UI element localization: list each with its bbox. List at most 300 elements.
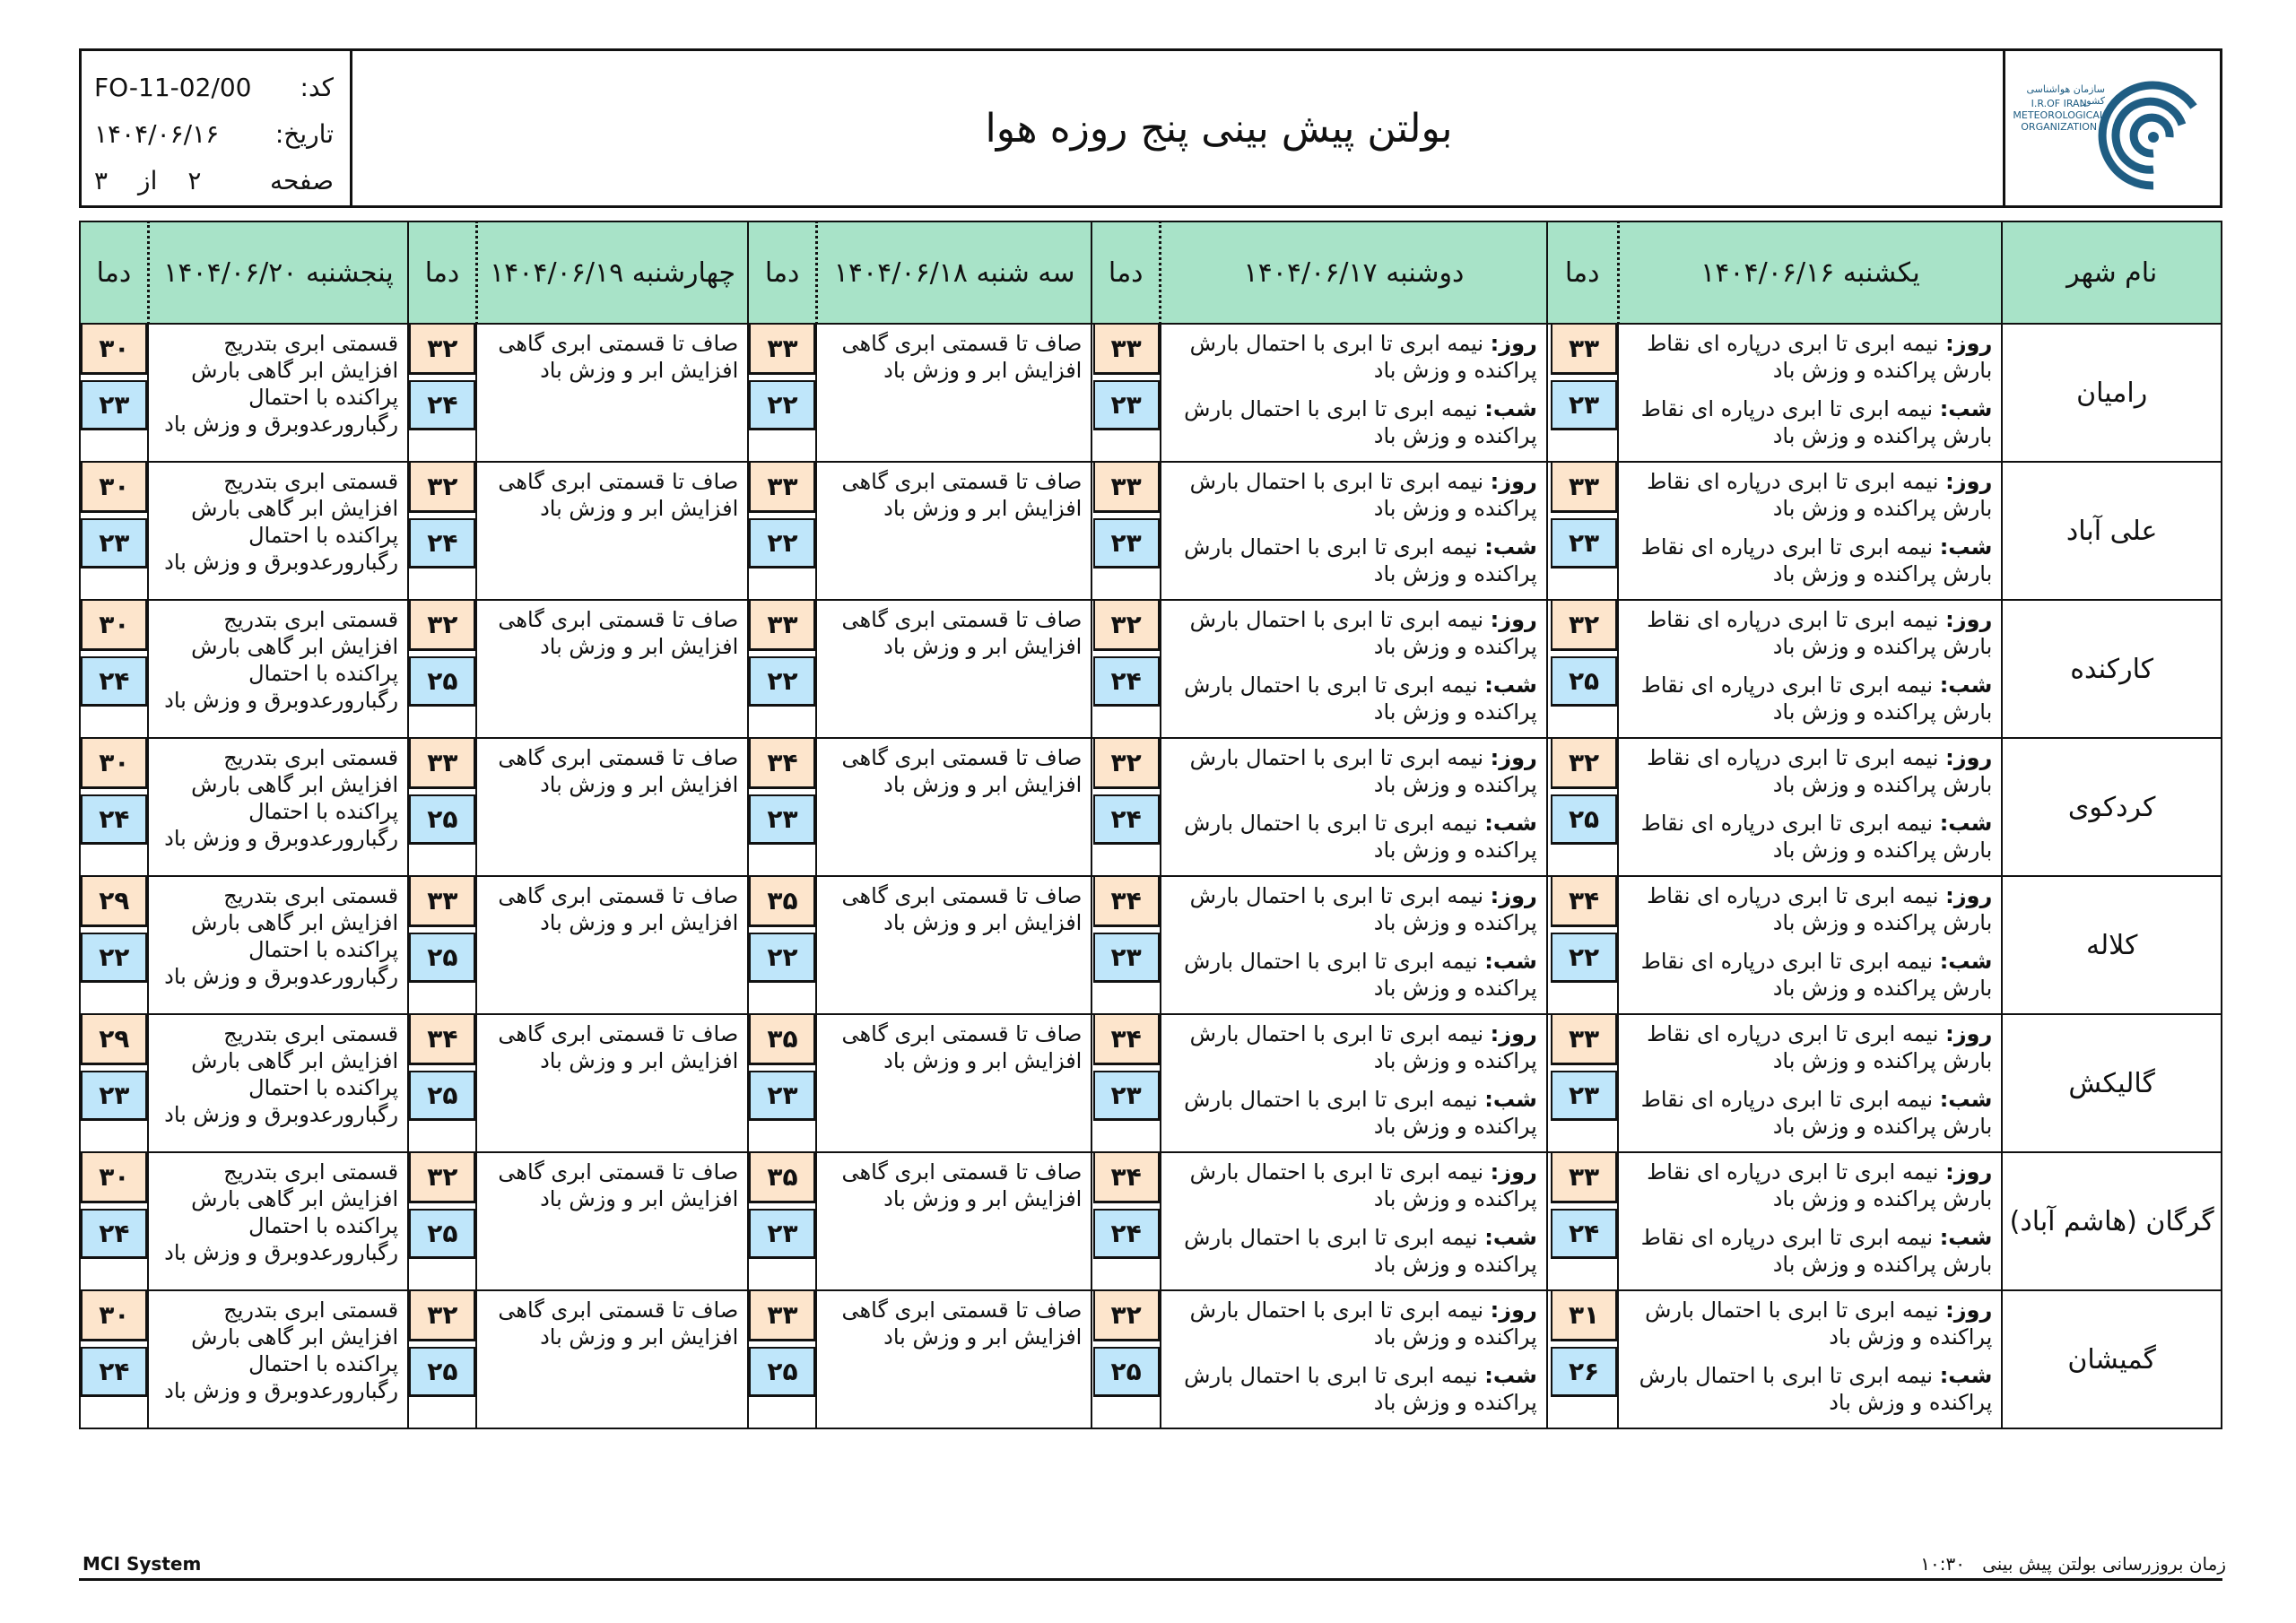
forecast-night [1169, 1362, 1537, 1416]
max-temp: ۳۰ [81, 463, 147, 513]
forecast-text: قسمتی ابری بتدریج افزایش ابر گاهی بارش پراکنده با احتمال رگبارورعدوبرق و وزش باد [164, 883, 399, 989]
page-of: از [138, 165, 158, 195]
max-temp: ۳۲ [409, 601, 475, 651]
max-temp: ۳۲ [409, 1153, 475, 1203]
day-forecast-text: نیمه ابری تا ابری درپاره ای نقاط بارش پراکنده و وزش باد [1647, 883, 1993, 935]
min-temp: ۲۴ [1093, 794, 1160, 845]
night-forecast-text: نیمه ابری تا ابری با احتمال بارش پراکنده و وزش باد [1184, 534, 1537, 586]
forecast-description [476, 600, 748, 738]
forecast-text: صاف تا قسمتی ابری گاهی افزایش ابر و وزش باد [841, 1021, 1083, 1073]
logo-persian-text: سازمان هواشناسی کشور [2026, 83, 2105, 107]
forecast-table [79, 221, 2222, 1429]
min-temp: ۲۴ [409, 380, 475, 430]
min-temp: ۲۵ [1093, 1347, 1160, 1397]
forecast-text: صاف تا قسمتی ابری گاهی افزایش ابر و وزش باد [841, 469, 1083, 521]
forecast-day [1626, 744, 1992, 798]
temperature-cell [80, 876, 148, 1014]
day-forecast-text: نیمه ابری تا ابری با احتمال بارش پراکنده و وزش باد [1189, 331, 1537, 383]
forecast-day [1169, 1297, 1537, 1350]
city-name: کارکنده [2002, 600, 2222, 738]
table-row [80, 738, 2222, 876]
night-forecast-text: نیمه ابری تا ابری با احتمال بارش پراکنده و وزش باد [1184, 396, 1537, 448]
table-header-row [80, 221, 2222, 324]
day-forecast-text: نیمه ابری تا ابری با احتمال بارش پراکنده و وزش باد [1189, 1021, 1537, 1073]
forecast-day [1169, 882, 1537, 936]
day-forecast-text: نیمه ابری تا ابری درپاره ای نقاط بارش پراکنده و وزش باد [1647, 469, 1993, 521]
forecast-text: صاف تا قسمتی ابری گاهی افزایش ابر و وزش باد [841, 1159, 1083, 1211]
min-temp: ۲۳ [749, 794, 815, 845]
day-forecast-text: نیمه ابری تا ابری درپاره ای نقاط بارش پراکنده و وزش باد [1647, 1159, 1993, 1211]
day-label: روز: [1490, 1159, 1537, 1185]
temp-header-2: دما [1091, 221, 1160, 324]
night-forecast-text: نیمه ابری تا ابری درپاره ای نقاط بارش پراکنده و وزش باد [1640, 949, 1993, 1001]
day-label: روز: [1945, 745, 1993, 770]
min-temp: ۲۵ [749, 1347, 815, 1397]
forecast-description [148, 738, 408, 876]
forecast-text: صاف تا قسمتی ابری گاهی افزایش ابر و وزش باد [841, 331, 1083, 383]
forecast-text: صاف تا قسمتی ابری گاهی افزایش ابر و وزش باد [841, 745, 1083, 797]
forecast-text: صاف تا قسمتی ابری گاهی افزایش ابر و وزش باد [498, 607, 739, 659]
day-label: روز: [1490, 607, 1537, 632]
forecast-text: صاف تا قسمتی ابری گاهی افزایش ابر و وزش باد [498, 745, 739, 797]
min-temp: ۲۳ [81, 380, 147, 430]
min-temp: ۲۵ [409, 1071, 475, 1121]
forecast-day [1626, 606, 1992, 660]
temperature-cell [748, 1152, 816, 1290]
forecast-text: صاف تا قسمتی ابری گاهی افزایش ابر و وزش باد [841, 1298, 1083, 1350]
day-label: روز: [1945, 1298, 1993, 1323]
max-temp: ۳۳ [1093, 463, 1160, 513]
night-label: شب: [1484, 673, 1537, 698]
forecast-description [1618, 324, 2002, 462]
min-temp: ۲۵ [1551, 794, 1617, 845]
page-total: ۳ [94, 165, 109, 195]
forecast-text: صاف تا قسمتی ابری گاهی افزایش ابر و وزش باد [841, 607, 1083, 659]
forecast-night [1626, 948, 1992, 1002]
night-forecast-text: نیمه ابری تا ابری درپاره ای نقاط بارش پراکنده و وزش باد [1640, 811, 1993, 863]
forecast-day [1626, 1159, 1992, 1212]
forecast-day [1626, 330, 1992, 384]
max-temp: ۳۴ [1551, 877, 1617, 927]
temperature-cell [1091, 1014, 1160, 1152]
day-label: روز: [1945, 1021, 1993, 1046]
forecast-text: قسمتی ابری بتدریج افزایش ابر گاهی بارش پراکنده با احتمال رگبارورعدوبرق و وزش باد [164, 469, 399, 575]
temperature-cell [748, 600, 816, 738]
forecast-night [1169, 810, 1537, 864]
min-temp: ۲۴ [81, 794, 147, 845]
day-label: روز: [1490, 331, 1537, 356]
system-name: MCI System [83, 1553, 202, 1575]
forecast-night [1626, 672, 1992, 725]
min-temp: ۲۴ [1093, 656, 1160, 707]
forecast-description [1618, 1290, 2002, 1428]
night-label: شب: [1484, 1363, 1537, 1388]
temperature-cell [1547, 324, 1618, 462]
day-forecast-text: نیمه ابری تا ابری درپاره ای نقاط بارش پراکنده و وزش باد [1647, 1021, 1993, 1073]
temperature-cell [408, 462, 476, 600]
max-temp: ۳۳ [1551, 1153, 1617, 1203]
max-temp: ۲۹ [81, 1015, 147, 1065]
night-label: شب: [1484, 1087, 1537, 1112]
min-temp: ۲۵ [409, 1347, 475, 1397]
forecast-description [148, 600, 408, 738]
forecast-night [1626, 1086, 1992, 1140]
min-temp: ۲۳ [81, 1071, 147, 1121]
document-meta [82, 51, 352, 205]
day-forecast-text: نیمه ابری تا ابری با احتمال بارش پراکنده و وزش باد [1189, 1159, 1537, 1211]
temperature-cell [748, 462, 816, 600]
logo-english-text: I.R.OF IRAN METEOROLOGICAL ORGANIZATION [2013, 98, 2105, 133]
temp-header-5: دما [80, 221, 148, 324]
night-forecast-text: نیمه ابری تا ابری درپاره ای نقاط بارش پراکنده و وزش باد [1640, 1087, 1993, 1139]
forecast-text: قسمتی ابری بتدریج افزایش ابر گاهی بارش پراکنده با احتمال رگبارورعدوبرق و وزش باد [164, 1298, 399, 1403]
table-row [80, 462, 2222, 600]
forecast-description [476, 1152, 748, 1290]
page-number: ۲ [187, 165, 202, 195]
min-temp: ۲۵ [409, 1209, 475, 1259]
day-forecast-text: نیمه ابری تا ابری با احتمال بارش پراکنده و وزش باد [1189, 469, 1537, 521]
max-temp: ۳۳ [1093, 325, 1160, 375]
min-temp: ۲۵ [409, 933, 475, 983]
temperature-cell [1091, 600, 1160, 738]
forecast-description [1161, 738, 1547, 876]
city-name: کلاله [2002, 876, 2222, 1014]
max-temp: ۳۴ [1093, 1153, 1160, 1203]
day-label: روز: [1490, 883, 1537, 908]
night-forecast-text: نیمه ابری تا ابری با احتمال بارش پراکنده و وزش باد [1184, 811, 1537, 863]
day-header-1: یکشنبه ۱۴۰۴/۰۶/۱۶ [1618, 221, 2002, 324]
max-temp: ۳۵ [749, 1015, 815, 1065]
max-temp: ۳۳ [749, 1291, 815, 1341]
temperature-cell [748, 324, 816, 462]
day-forecast-text: نیمه ابری تا ابری با احتمال بارش پراکنده و وزش باد [1189, 1298, 1537, 1350]
max-temp: ۳۲ [1093, 739, 1160, 789]
night-forecast-text: نیمه ابری تا ابری با احتمال بارش پراکنده و وزش باد [1184, 949, 1537, 1001]
forecast-description [1618, 738, 2002, 876]
night-forecast-text: نیمه ابری تا ابری درپاره ای نقاط بارش پراکنده و وزش باد [1640, 673, 1993, 725]
date-value: ۱۴۰۴/۰۶/۱۶ [94, 118, 220, 149]
forecast-description [148, 462, 408, 600]
day-label: روز: [1490, 1021, 1537, 1046]
day-forecast-text: نیمه ابری تا ابری با احتمال بارش پراکنده و وزش باد [1189, 883, 1537, 935]
temperature-cell [748, 876, 816, 1014]
day-label: روز: [1490, 745, 1537, 770]
footer-divider [79, 1578, 2222, 1581]
max-temp: ۳۳ [1551, 325, 1617, 375]
day-header-4: چهارشنبه ۱۴۰۴/۰۶/۱۹ [476, 221, 748, 324]
temperature-cell [80, 600, 148, 738]
forecast-night [1169, 1086, 1537, 1140]
forecast-description [816, 462, 1091, 600]
forecast-description [1161, 1152, 1547, 1290]
night-label: شب: [1939, 949, 1993, 974]
max-temp: ۲۹ [81, 877, 147, 927]
day-forecast-text: نیمه ابری تا ابری با احتمال بارش پراکنده و وزش باد [1645, 1298, 1993, 1350]
forecast-description [816, 876, 1091, 1014]
update-time-value: ۱۰:۳۰ [1920, 1553, 1966, 1575]
forecast-description [1618, 1014, 2002, 1152]
day-label: روز: [1490, 1298, 1537, 1323]
temperature-cell [1091, 876, 1160, 1014]
day-label: روز: [1945, 1159, 1993, 1185]
max-temp: ۳۲ [409, 463, 475, 513]
max-temp: ۳۲ [1093, 1291, 1160, 1341]
forecast-description [476, 1290, 748, 1428]
max-temp: ۳۵ [749, 1153, 815, 1203]
forecast-day [1169, 468, 1537, 522]
max-temp: ۳۳ [749, 463, 815, 513]
temperature-cell [80, 1014, 148, 1152]
max-temp: ۳۰ [81, 1291, 147, 1341]
day-label: روز: [1490, 469, 1537, 494]
max-temp: ۳۲ [409, 325, 475, 375]
day-forecast-text: نیمه ابری تا ابری درپاره ای نقاط بارش پراکنده و وزش باد [1647, 745, 1993, 797]
forecast-day [1169, 1020, 1537, 1074]
night-forecast-text: نیمه ابری تا ابری درپاره ای نقاط بارش پراکنده و وزش باد [1640, 1225, 1993, 1277]
forecast-text: صاف تا قسمتی ابری گاهی افزایش ابر و وزش باد [498, 331, 739, 383]
min-temp: ۲۵ [409, 794, 475, 845]
max-temp: ۳۴ [749, 739, 815, 789]
night-label: شب: [1939, 1087, 1993, 1112]
day-forecast-text: نیمه ابری تا ابری درپاره ای نقاط بارش پراکنده و وزش باد [1647, 607, 1993, 659]
forecast-text: صاف تا قسمتی ابری گاهی افزایش ابر و وزش باد [498, 1298, 739, 1350]
temperature-cell [1547, 876, 1618, 1014]
forecast-description [148, 1014, 408, 1152]
table-row [80, 1290, 2222, 1428]
forecast-text: قسمتی ابری بتدریج افزایش ابر گاهی بارش پراکنده با احتمال رگبارورعدوبرق و وزش باد [164, 607, 399, 713]
forecast-description [148, 876, 408, 1014]
forecast-night [1626, 810, 1992, 864]
temperature-cell [80, 462, 148, 600]
temperature-cell [408, 600, 476, 738]
max-temp: ۳۴ [409, 1015, 475, 1065]
temperature-cell [748, 738, 816, 876]
temperature-cell [1547, 738, 1618, 876]
min-temp: ۲۳ [1551, 1071, 1617, 1121]
min-temp: ۲۴ [81, 656, 147, 707]
max-temp: ۳۲ [1551, 601, 1617, 651]
temperature-cell [748, 1014, 816, 1152]
day-label: روز: [1945, 469, 1993, 494]
update-time [1920, 1553, 2226, 1575]
min-temp: ۲۴ [1551, 1209, 1617, 1259]
forecast-description [1618, 600, 2002, 738]
max-temp: ۳۳ [409, 877, 475, 927]
forecast-text: قسمتی ابری بتدریج افزایش ابر گاهی بارش پراکنده با احتمال رگبارورعدوبرق و وزش باد [164, 1159, 399, 1265]
temperature-cell [408, 876, 476, 1014]
night-label: شب: [1484, 949, 1537, 974]
max-temp: ۳۰ [81, 325, 147, 375]
temperature-cell [80, 1290, 148, 1428]
min-temp: ۲۴ [81, 1347, 147, 1397]
forecast-description [1618, 1152, 2002, 1290]
table-row [80, 876, 2222, 1014]
night-label: شب: [1939, 1225, 1993, 1250]
temperature-cell [80, 324, 148, 462]
forecast-description [148, 1152, 408, 1290]
day-forecast-text: نیمه ابری تا ابری با احتمال بارش پراکنده و وزش باد [1189, 607, 1537, 659]
min-temp: ۲۲ [81, 933, 147, 983]
forecast-text: صاف تا قسمتی ابری گاهی افزایش ابر و وزش باد [498, 883, 739, 935]
min-temp: ۲۴ [81, 1209, 147, 1259]
night-forecast-text: نیمه ابری تا ابری درپاره ای نقاط بارش پراکنده و وزش باد [1640, 534, 1993, 586]
min-temp: ۲۳ [1093, 1071, 1160, 1121]
forecast-description [476, 1014, 748, 1152]
forecast-text: صاف تا قسمتی ابری گاهی افزایش ابر و وزش باد [498, 1021, 739, 1073]
night-forecast-text: نیمه ابری تا ابری با احتمال بارش پراکنده و وزش باد [1639, 1363, 1993, 1415]
forecast-description [1161, 600, 1547, 738]
table-row [80, 600, 2222, 738]
page-title: بولتن پیش بینی پنج روزه هوا [985, 105, 1453, 152]
forecast-day [1626, 1297, 1992, 1350]
forecast-description [476, 462, 748, 600]
forecast-night [1626, 1224, 1992, 1278]
city-name: گالیکش [2002, 1014, 2222, 1152]
night-label: شب: [1484, 534, 1537, 560]
min-temp: ۲۳ [81, 518, 147, 568]
forecast-night [1626, 534, 1992, 587]
day-label: روز: [1945, 607, 1993, 632]
min-temp: ۲۳ [1551, 380, 1617, 430]
forecast-text: قسمتی ابری بتدریج افزایش ابر گاهی بارش پراکنده با احتمال رگبارورعدوبرق و وزش باد [164, 1021, 399, 1127]
forecast-text: صاف تا قسمتی ابری گاهی افزایش ابر و وزش باد [498, 1159, 739, 1211]
forecast-day [1169, 744, 1537, 798]
day-forecast-text: نیمه ابری تا ابری با احتمال بارش پراکنده و وزش باد [1189, 745, 1537, 797]
night-forecast-text: نیمه ابری تا ابری با احتمال بارش پراکنده و وزش باد [1184, 673, 1537, 725]
forecast-text: صاف تا قسمتی ابری گاهی افزایش ابر و وزش باد [498, 469, 739, 521]
forecast-description [816, 1014, 1091, 1152]
max-temp: ۳۰ [81, 1153, 147, 1203]
forecast-day [1626, 1020, 1992, 1074]
forecast-description [476, 324, 748, 462]
forecast-text: قسمتی ابری بتدریج افزایش ابر گاهی بارش پراکنده با احتمال رگبارورعدوبرق و وزش باد [164, 745, 399, 851]
meteorological-organization-logo [2003, 51, 2220, 205]
night-label: شب: [1939, 811, 1993, 836]
max-temp: ۳۲ [1551, 739, 1617, 789]
table-row [80, 1014, 2222, 1152]
temperature-cell [1547, 1152, 1618, 1290]
forecast-description [816, 1152, 1091, 1290]
temperature-cell [1091, 738, 1160, 876]
temperature-cell [80, 1152, 148, 1290]
date-label: تاریخ: [274, 118, 334, 149]
forecast-description [816, 324, 1091, 462]
forecast-day [1169, 1159, 1537, 1212]
night-forecast-text: نیمه ابری تا ابری با احتمال بارش پراکنده و وزش باد [1184, 1087, 1537, 1139]
city-name: کردکوی [2002, 738, 2222, 876]
temp-header-3: دما [748, 221, 816, 324]
min-temp: ۲۲ [749, 518, 815, 568]
night-label: شب: [1939, 673, 1993, 698]
min-temp: ۲۶ [1551, 1347, 1617, 1397]
night-forecast-text: نیمه ابری تا ابری با احتمال بارش پراکنده و وزش باد [1184, 1225, 1537, 1277]
day-forecast-text: نیمه ابری تا ابری درپاره ای نقاط بارش پراکنده و وزش باد [1647, 331, 1993, 383]
forecast-text: صاف تا قسمتی ابری گاهی افزایش ابر و وزش باد [841, 883, 1083, 935]
night-label: شب: [1939, 534, 1993, 560]
temperature-cell [1091, 1290, 1160, 1428]
forecast-day [1169, 330, 1537, 384]
temperature-cell [1547, 1290, 1618, 1428]
min-temp: ۲۵ [1551, 656, 1617, 707]
forecast-description [1161, 1014, 1547, 1152]
min-temp: ۲۳ [1093, 518, 1160, 568]
forecast-description [148, 324, 408, 462]
forecast-description [816, 600, 1091, 738]
forecast-description [1161, 324, 1547, 462]
day-label: روز: [1945, 883, 1993, 908]
max-temp: ۳۵ [749, 877, 815, 927]
forecast-description [1618, 462, 2002, 600]
max-temp: ۳۳ [749, 601, 815, 651]
forecast-night [1169, 534, 1537, 587]
temperature-cell [408, 1014, 476, 1152]
temperature-cell [748, 1290, 816, 1428]
min-temp: ۲۵ [409, 656, 475, 707]
forecast-night [1626, 395, 1992, 449]
night-label: شب: [1484, 396, 1537, 421]
table-row [80, 1152, 2222, 1290]
city-name: رامیان [2002, 324, 2222, 462]
night-forecast-text: نیمه ابری تا ابری با احتمال بارش پراکنده و وزش باد [1184, 1363, 1537, 1415]
max-temp: ۳۳ [1551, 463, 1617, 513]
temperature-cell [1091, 462, 1160, 600]
forecast-day [1626, 882, 1992, 936]
max-temp: ۳۱ [1551, 1291, 1617, 1341]
bulletin-header [79, 48, 2222, 208]
forecast-description [1618, 876, 2002, 1014]
forecast-day [1169, 606, 1537, 660]
night-label: شب: [1484, 811, 1537, 836]
night-forecast-text: نیمه ابری تا ابری درپاره ای نقاط بارش پراکنده و وزش باد [1640, 396, 1993, 448]
max-temp: ۳۳ [409, 739, 475, 789]
table-row [80, 324, 2222, 462]
day-header-2: دوشنبه ۱۴۰۴/۰۶/۱۷ [1161, 221, 1547, 324]
update-label: زمان بروزرسانی بولتن پیش بینی [1982, 1553, 2226, 1575]
forecast-night [1626, 1362, 1992, 1416]
forecast-night [1169, 672, 1537, 725]
forecast-description [148, 1290, 408, 1428]
temperature-cell [1547, 600, 1618, 738]
day-header-5: پنجشنبه ۱۴۰۴/۰۶/۲۰ [148, 221, 408, 324]
temperature-cell [408, 324, 476, 462]
day-header-3: سه شنبه ۱۴۰۴/۰۶/۱۸ [816, 221, 1091, 324]
city-header: نام شهر [2002, 221, 2222, 324]
min-temp: ۲۳ [1551, 518, 1617, 568]
forecast-text: قسمتی ابری بتدریج افزایش ابر گاهی بارش پراکنده با احتمال رگبارورعدوبرق و وزش باد [164, 331, 399, 437]
temperature-cell [1091, 324, 1160, 462]
max-temp: ۳۲ [409, 1291, 475, 1341]
max-temp: ۳۴ [1093, 877, 1160, 927]
forecast-night [1169, 948, 1537, 1002]
max-temp: ۳۰ [81, 601, 147, 651]
day-label: روز: [1945, 331, 1993, 356]
forecast-description [476, 738, 748, 876]
min-temp: ۲۲ [749, 380, 815, 430]
forecast-night [1169, 395, 1537, 449]
temperature-cell [1547, 1014, 1618, 1152]
temp-header-1: دما [1547, 221, 1618, 324]
temperature-cell [408, 738, 476, 876]
night-label: شب: [1939, 1363, 1993, 1388]
night-label: شب: [1484, 1225, 1537, 1250]
temperature-cell [1547, 462, 1618, 600]
min-temp: ۲۳ [749, 1071, 815, 1121]
forecast-day [1626, 468, 1992, 522]
max-temp: ۳۳ [1551, 1015, 1617, 1065]
temperature-cell [408, 1152, 476, 1290]
max-temp: ۳۰ [81, 739, 147, 789]
temperature-cell [408, 1290, 476, 1428]
